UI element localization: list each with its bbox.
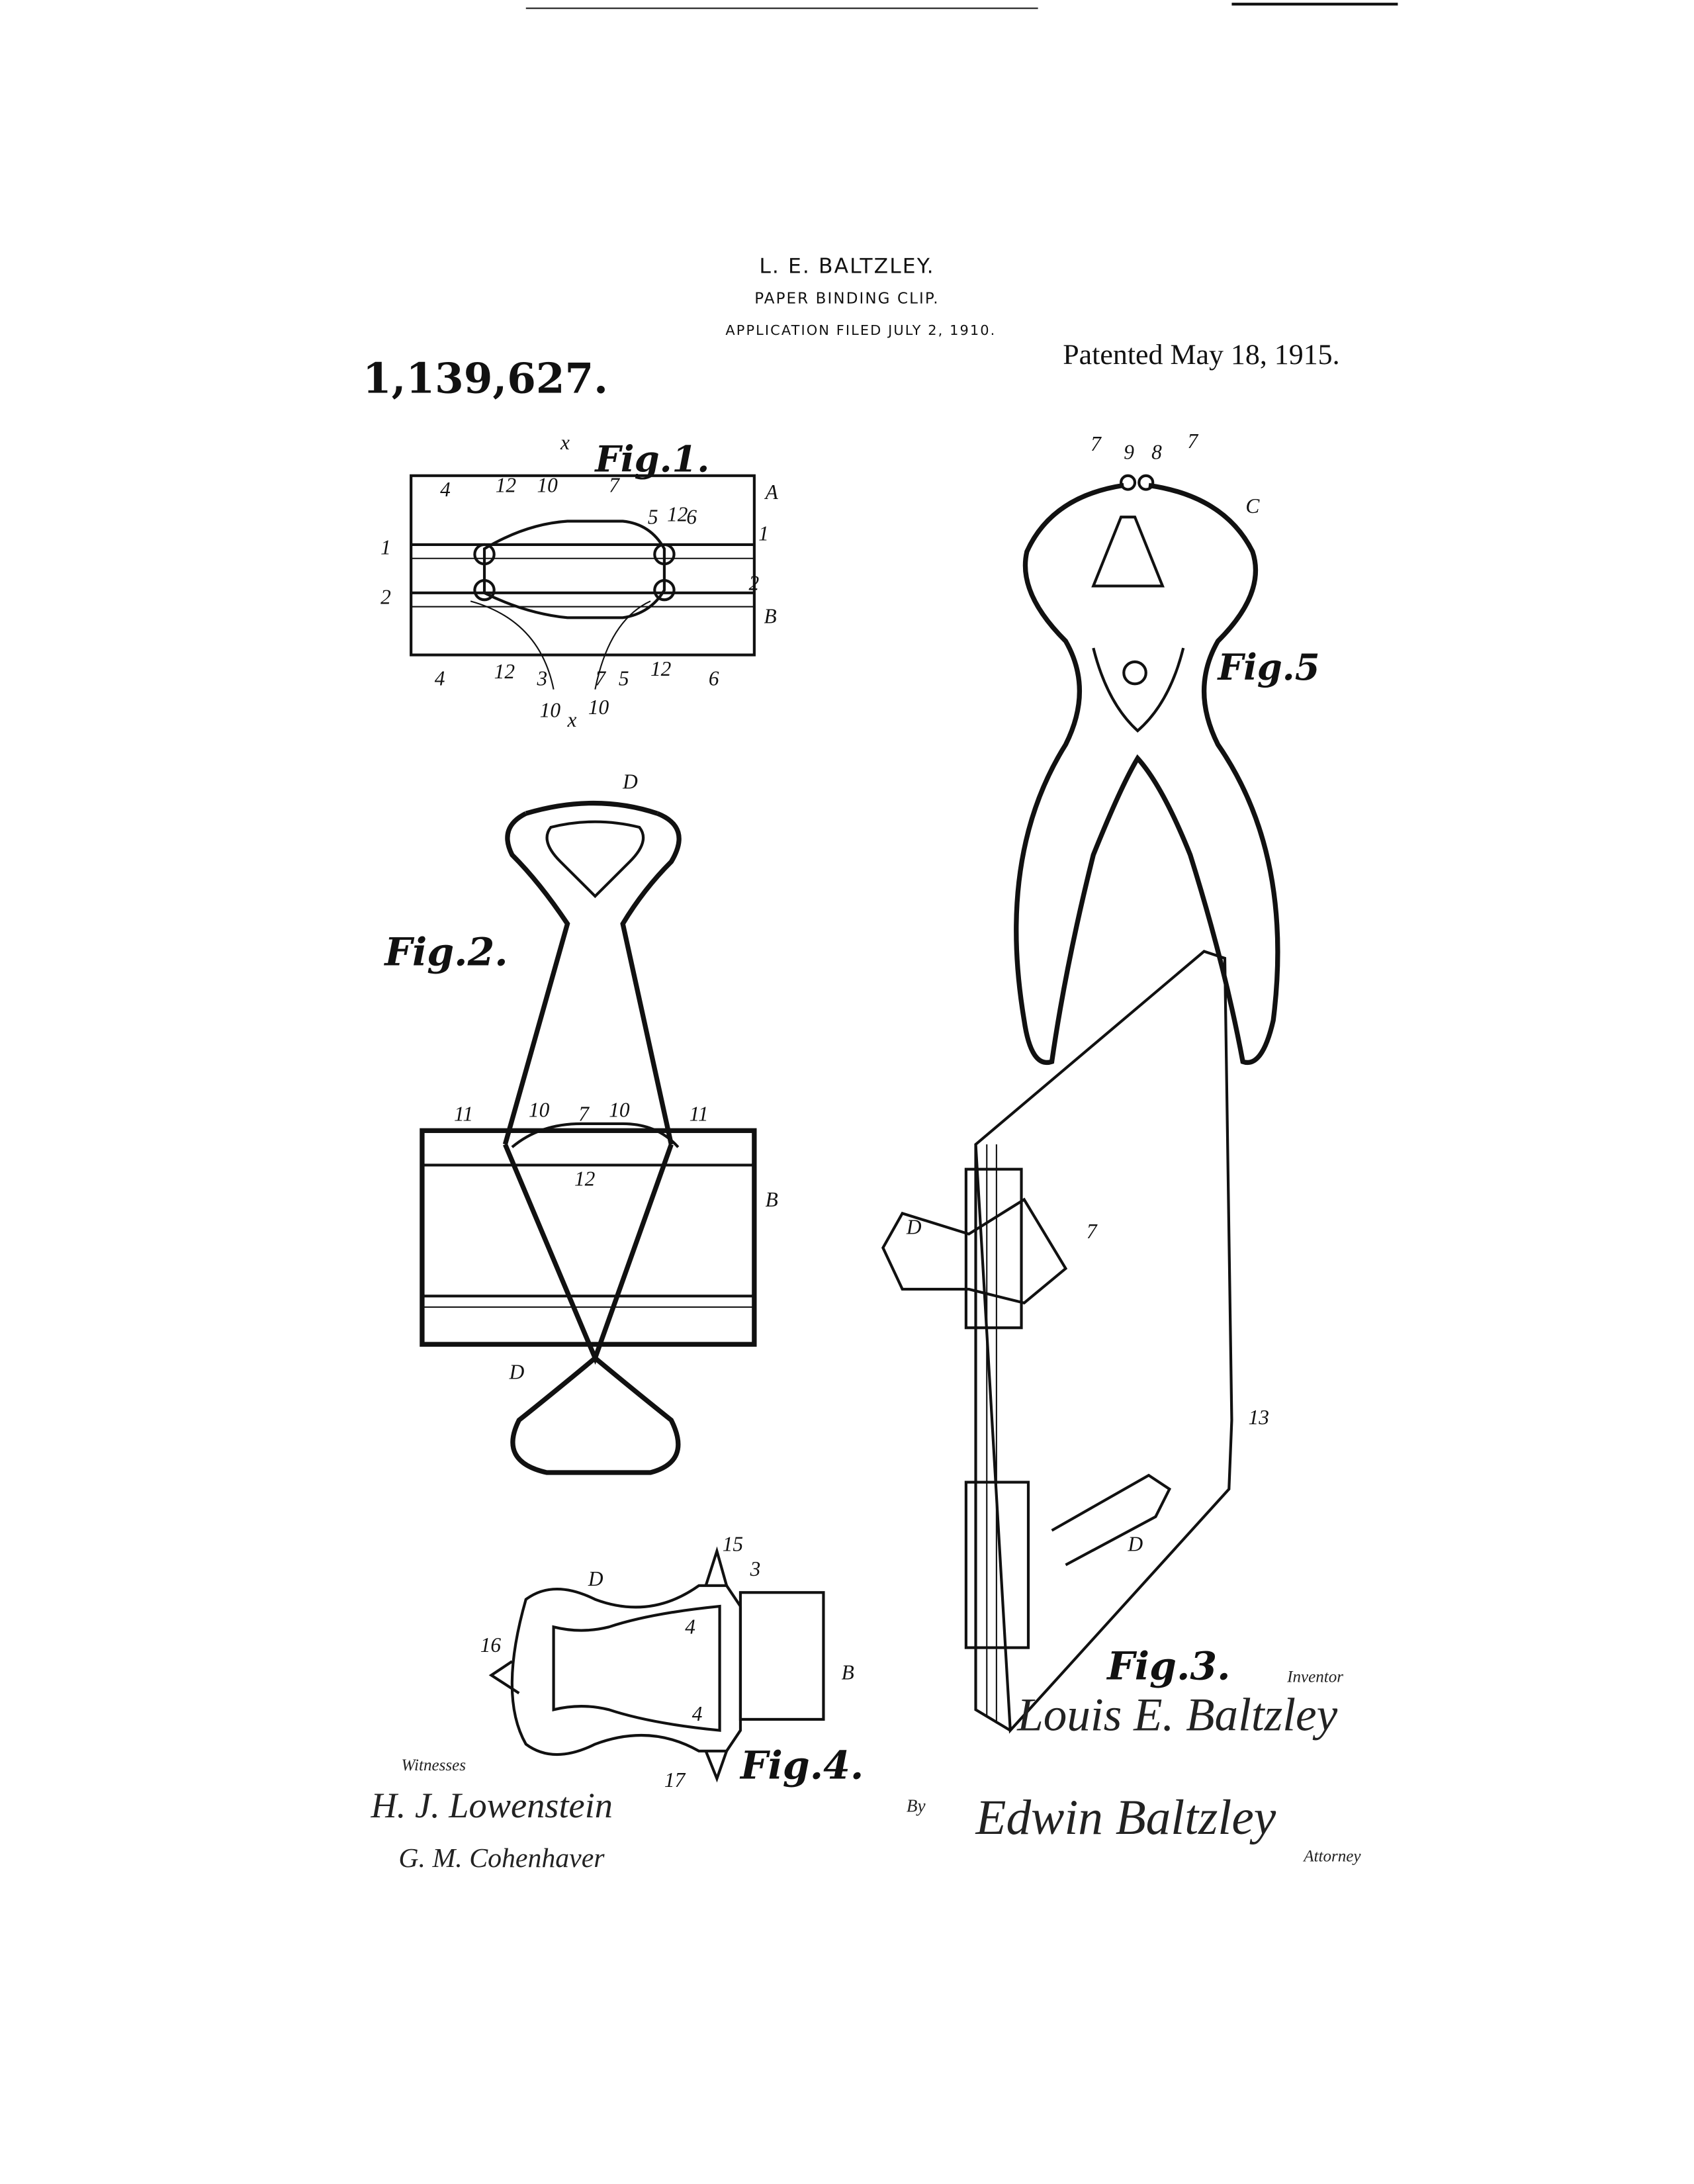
reference-numeral: 2 xyxy=(380,586,391,609)
patent-sheet xyxy=(0,0,1694,2184)
reference-numeral: 3 xyxy=(537,666,548,690)
reference-numeral: 9 xyxy=(1124,441,1134,464)
reference-numeral: D xyxy=(622,770,638,794)
reference-numeral: D xyxy=(1128,1533,1143,1556)
reference-numeral: 17 xyxy=(664,1768,686,1792)
figure-5 xyxy=(1016,430,1320,1062)
reference-numeral: 12 xyxy=(494,660,515,683)
reference-numeral: B xyxy=(766,1188,778,1211)
inventor-label: Inventor xyxy=(1286,1668,1343,1686)
reference-numeral: 7 xyxy=(578,1103,590,1126)
reference-numeral: 6 xyxy=(709,666,719,690)
reference-numeral: 12 xyxy=(574,1167,595,1191)
reference-numeral: 8 xyxy=(1151,441,1162,464)
figure-4 xyxy=(480,1533,864,1792)
reference-numeral: 7 xyxy=(1087,1220,1098,1243)
patent-title: PAPER BINDING CLIP. xyxy=(754,290,939,307)
reference-numeral: 15 xyxy=(723,1533,743,1556)
reference-numeral: C xyxy=(1245,494,1260,518)
reference-numeral: B xyxy=(764,605,777,628)
figure-1 xyxy=(380,431,778,731)
reference-numeral: 5 xyxy=(619,666,629,690)
reference-numeral: 10 xyxy=(529,1099,550,1122)
reference-numeral: 10 xyxy=(537,474,558,497)
reference-numeral: D xyxy=(509,1360,525,1383)
reference-numeral: D xyxy=(588,1567,603,1590)
reference-numeral: 12 xyxy=(496,474,516,497)
reference-numeral: 1 xyxy=(758,522,769,545)
witnesses-label: Witnesses xyxy=(402,1756,467,1774)
reference-numeral: x xyxy=(560,431,570,454)
reference-numeral: 12 xyxy=(667,503,688,526)
figure-2 xyxy=(383,770,778,1473)
reference-numeral: 16 xyxy=(480,1633,502,1657)
reference-numeral: 4 xyxy=(440,478,451,501)
reference-numeral: 4 xyxy=(685,1615,695,1639)
patented-date: Patented May 18, 1915. xyxy=(1063,339,1339,371)
reference-numeral: 12 xyxy=(650,657,671,680)
reference-numeral: A xyxy=(764,480,779,504)
witness-2-signature: G. M. Cohenhaver xyxy=(398,1843,605,1874)
reference-numeral: 11 xyxy=(454,1103,473,1126)
reference-numeral: 10 xyxy=(609,1099,630,1122)
application-date: APPLICATION FILED JULY 2, 1910. xyxy=(725,322,996,338)
reference-numeral: 7 xyxy=(609,474,620,497)
figure-3 xyxy=(883,952,1269,1731)
inventor-name: L. E. BALTZLEY. xyxy=(759,255,934,279)
reference-numeral: 13 xyxy=(1249,1406,1269,1429)
inventor-signature: Louis E. Baltzley xyxy=(1016,1690,1337,1741)
figure-5-label: Fig.5 xyxy=(1217,646,1320,688)
reference-numeral: 11 xyxy=(690,1103,709,1126)
attorney-signature: Edwin Baltzley xyxy=(975,1790,1276,1845)
figure-1-label: Fig.1. xyxy=(594,438,709,480)
reference-numeral: D xyxy=(906,1216,922,1239)
attorney-label: Attorney xyxy=(1302,1848,1361,1866)
witness-1-signature: H. J. Lowenstein xyxy=(371,1786,613,1825)
reference-numeral: 5 xyxy=(648,506,658,529)
reference-numeral: 4 xyxy=(435,666,445,690)
reference-numeral: 7 xyxy=(1091,432,1102,455)
reference-numeral: B xyxy=(842,1661,854,1684)
reference-numeral: 10 xyxy=(588,696,609,719)
reference-numeral: 7 xyxy=(595,666,606,690)
reference-numeral: 6 xyxy=(686,506,697,529)
signature-block xyxy=(371,1668,1362,1874)
by-label: By xyxy=(907,1796,926,1816)
figure-2-label: Fig.2. xyxy=(383,929,508,974)
reference-numeral: x xyxy=(567,708,577,731)
reference-numeral: 3 xyxy=(750,1557,761,1580)
figure-3-label: Fig.3. xyxy=(1106,1643,1230,1689)
reference-numeral: 7 xyxy=(1188,430,1199,453)
figure-4-label: Fig.4. xyxy=(739,1743,864,1788)
patent-number: 1,139,627. xyxy=(363,354,608,403)
reference-numeral: 1 xyxy=(380,536,391,559)
reference-numeral: 10 xyxy=(540,698,561,721)
reference-numeral: 4 xyxy=(692,1702,703,1725)
reference-numeral: 2 xyxy=(749,572,760,595)
